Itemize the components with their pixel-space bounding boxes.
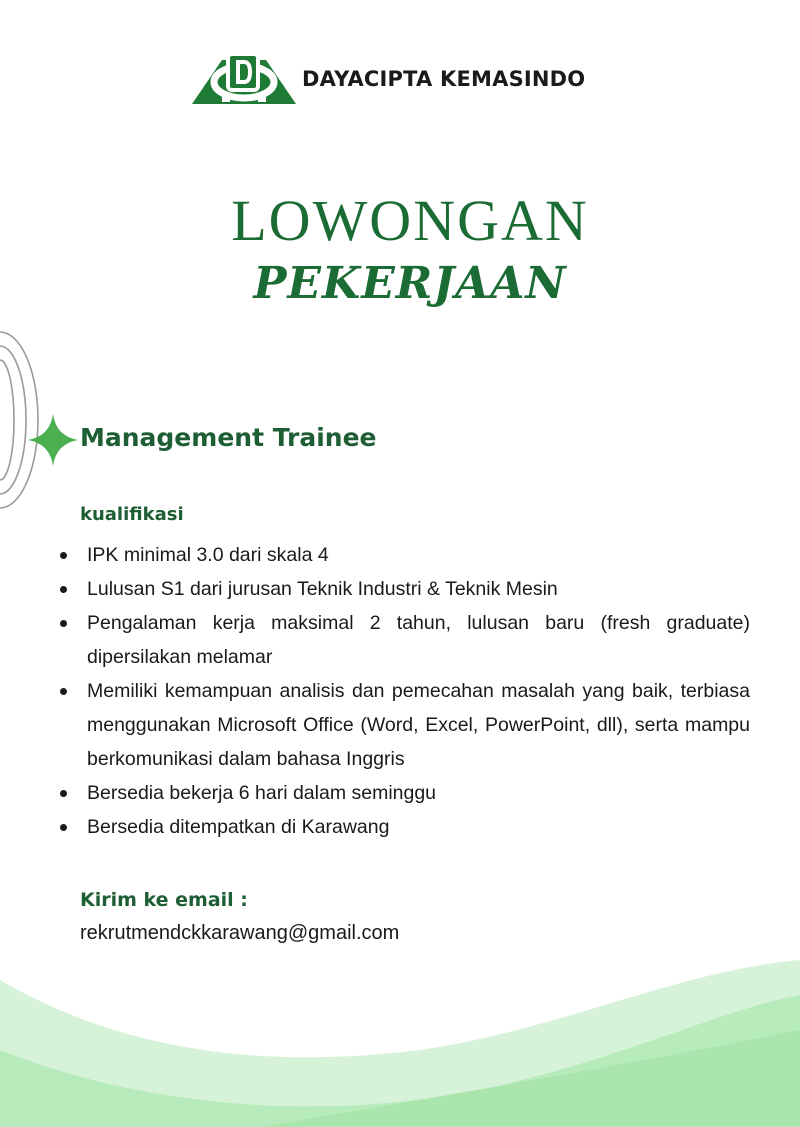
list-item: Pengalaman kerja maksimal 2 tahun, lulusan baru (fresh graduate) dipersilakan melamar bbox=[60, 606, 750, 674]
list-item: IPK minimal 3.0 dari skala 4 bbox=[60, 538, 750, 572]
qualifications-list bbox=[60, 538, 750, 844]
position-title: Management Trainee bbox=[80, 423, 377, 452]
title-pekerjaan: PEKERJAAN bbox=[253, 258, 567, 309]
title-lowongan: LOWONGAN bbox=[231, 188, 589, 253]
four-point-star-icon bbox=[28, 414, 78, 466]
email-address[interactable]: rekrutmendckkarawang@gmail.com bbox=[80, 922, 400, 944]
list-item: Lulusan S1 dari jurusan Teknik Industri & Teknik Mesin bbox=[60, 572, 750, 606]
list-item: Bersedia ditempatkan di Karawang bbox=[60, 810, 750, 844]
header bbox=[192, 52, 585, 106]
dayacipta-logo-icon bbox=[192, 52, 296, 106]
decorative-waves bbox=[0, 940, 800, 1127]
email-label: Kirim ke email : bbox=[80, 889, 248, 911]
list-item: Memiliki kemampuan analisis dan pemecahan masalah yang baik, terbiasa menggunakan Microsoft Office (Word, Excel, PowerPoint, dll), serta mampu berkomunikasi dalam bahasa Inggris bbox=[60, 674, 750, 776]
company-name: DAYACIPTA KEMASINDO bbox=[302, 67, 586, 91]
list-item: Bersedia bekerja 6 hari dalam seminggu bbox=[60, 776, 750, 810]
qualifications-label: kualifikasi bbox=[80, 504, 184, 525]
